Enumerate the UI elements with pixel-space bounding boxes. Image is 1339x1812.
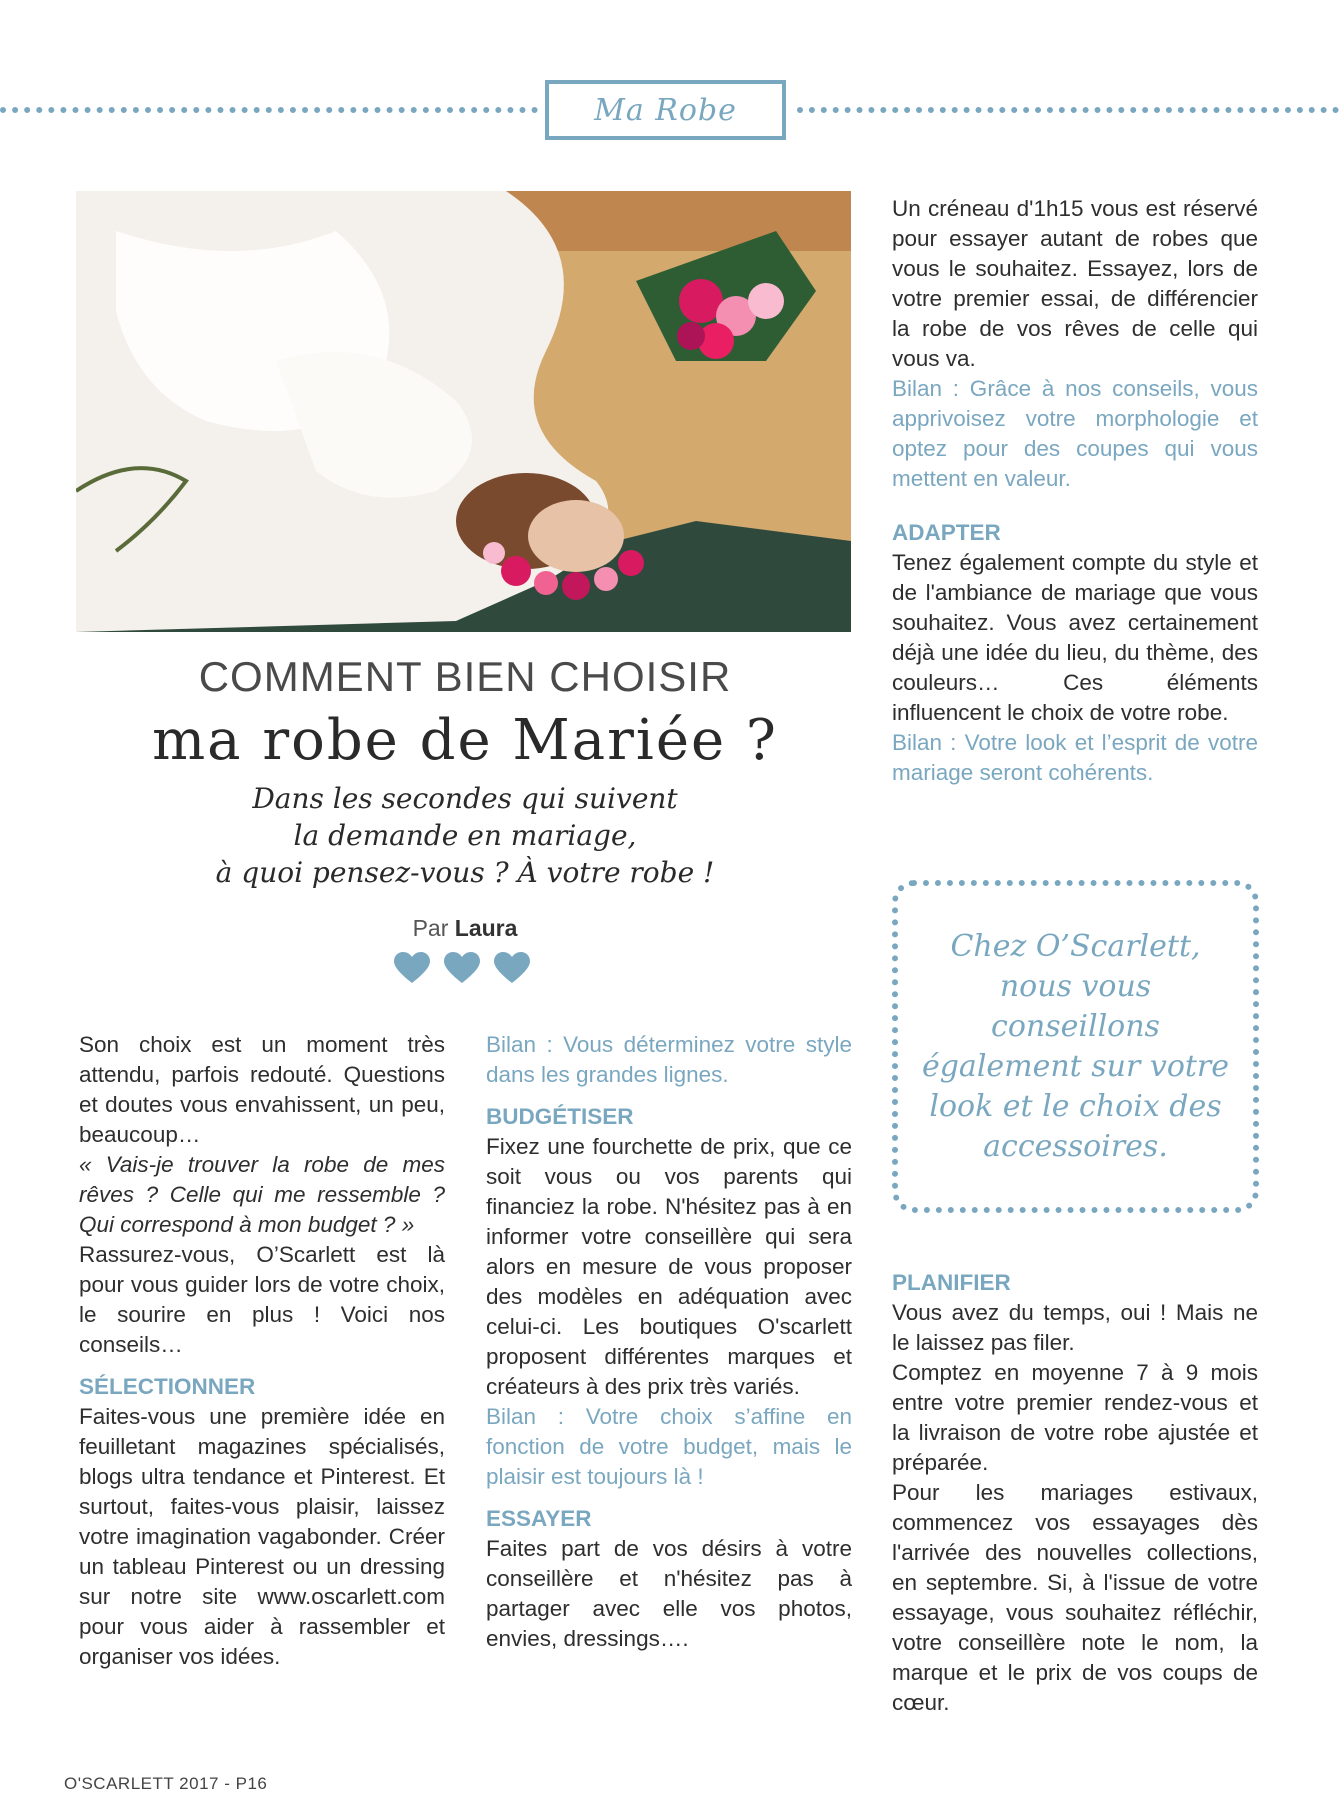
page-title: ma robe de Mariée ?	[152, 708, 778, 773]
header-dotted-line-right	[797, 107, 1339, 113]
budgetiser-text: Fixez une fourchette de prix, que ce soit vous ou vos parents qui financiez la robe. N'hésitez pas à en informer votre conseillère qui sera alors en mesure de vous proposer des modèles en adéquation avec celui-ci. Les boutiques O'scarlett proposent différentes marques et créateurs à des prix très variés.	[486, 1134, 852, 1399]
bride-photo	[76, 191, 851, 632]
heading-planifier: PLANIFIER	[892, 1270, 1011, 1295]
byline-prefix: Par	[412, 915, 449, 941]
header-dotted-line-left	[0, 107, 538, 113]
intro-paragraph: Son choix est un moment très attendu, parfois redouté. Questions et doutes vous envahissent, un peu, beaucoup…	[79, 1032, 445, 1147]
article-column-2	[486, 1030, 852, 1654]
subtitle-line-1: Dans les secondes qui suivent	[252, 782, 678, 815]
callout-text: Chez O’Scarlett, nous vous conseillons également sur votre look et le choix des accessoires.	[921, 928, 1230, 1164]
planifier-text-2: Comptez en moyenne 7 à 9 mois entre votre premier rendez-vous et la livraison de votre robe ajustée et préparée.	[892, 1360, 1258, 1475]
article-column-3	[892, 194, 1258, 788]
bilan-adapter: Bilan : Votre look et l’esprit de votre mariage seront cohérents.	[892, 730, 1258, 785]
subtitle-line-2: la demande en mariage,	[293, 819, 637, 852]
heading-budgetiser: BUDGÉTISER	[486, 1104, 634, 1129]
subtitle	[80, 780, 850, 891]
page-footer: O'SCARLETT 2017 - P16	[64, 1774, 268, 1793]
bilan-selectionner: Bilan : Vous déterminez votre style dans les grandes lignes.	[486, 1032, 852, 1087]
heading-essayer: ESSAYER	[486, 1506, 592, 1531]
article-column-1	[79, 1030, 445, 1672]
title-upper: COMMENT BIEN CHOISIR	[198, 653, 732, 700]
essayer-text: Faites part de vos désirs à votre conseillère et n'hésitez pas à partager avec elle vos photos, envies, dressings….	[486, 1536, 852, 1651]
essayer-text-continued: Un créneau d'1h15 vous est réservé pour essayer autant de robes que vous le souhaitez. Essayez, lors de votre premier essai, de différencier la robe de vos rêves de celle qui vous va.	[892, 196, 1258, 371]
bilan-essayer: Bilan : Grâce à nos conseils, vous apprivoisez votre morphologie et optez pour des coupes qui vous mettent en valeur.	[892, 376, 1258, 491]
planifier-text-1: Vous avez du temps, oui ! Mais ne le laissez pas filer.	[892, 1300, 1258, 1355]
adapter-text: Tenez également compte du style et de l'ambiance de mariage que vous souhaitez. Vous avez certainement déjà une idée du lieu, du thème, des couleurs… Ces éléments influencent le choix de votre robe.	[892, 550, 1258, 725]
selectionner-text: Faites-vous une première idée en feuilletant magazines spécialisés, blogs ultra tendance et Pinterest. Et surtout, faites-vous plaisir, laissez votre imagination vagabonder. Créer un tableau Pinterest ou un dressing sur notre site www.oscarlett.com pour vous aider à rassembler et organiser vos idées.	[79, 1404, 445, 1669]
byline-author: Laura	[454, 915, 518, 941]
heading-adapter: ADAPTER	[892, 520, 1001, 545]
heart-icon	[444, 952, 480, 984]
subtitle-line-3: à quoi pensez-vous ? À votre robe !	[215, 856, 715, 889]
hearts-decoration	[394, 952, 530, 984]
heart-icon	[494, 952, 530, 984]
planifier-text-3: Pour les mariages estivaux, commencez vos essayages dès l'arrivée des nouvelles collections, en septembre. Si, à l'issue de votre essayage, vous souhaitez réfléchir, votre conseillère note le nom, la marque et le prix de vos coups de cœur.	[892, 1480, 1258, 1715]
bride-photo-illustration	[76, 191, 851, 632]
intro-paragraph-2: Rassurez-vous, O’Scarlett est là pour vous guider lors de votre choix, le sourire en plus ! Voici nos conseils…	[79, 1242, 445, 1357]
callout-box	[892, 880, 1259, 1213]
byline	[80, 915, 850, 942]
intro-quote: « Vais-je trouver la robe de mes rêves ? Celle qui me ressemble ? Qui correspond à mon budget ? »	[79, 1152, 445, 1237]
section-tag: Ma Robe	[545, 80, 786, 140]
bilan-budgetiser: Bilan : Votre choix s’affine en fonction de votre budget, mais le plaisir est toujours là !	[486, 1404, 852, 1489]
article-column-4	[892, 1268, 1258, 1718]
heart-icon	[394, 952, 430, 984]
heading-selectionner: SÉLECTIONNER	[79, 1374, 256, 1399]
